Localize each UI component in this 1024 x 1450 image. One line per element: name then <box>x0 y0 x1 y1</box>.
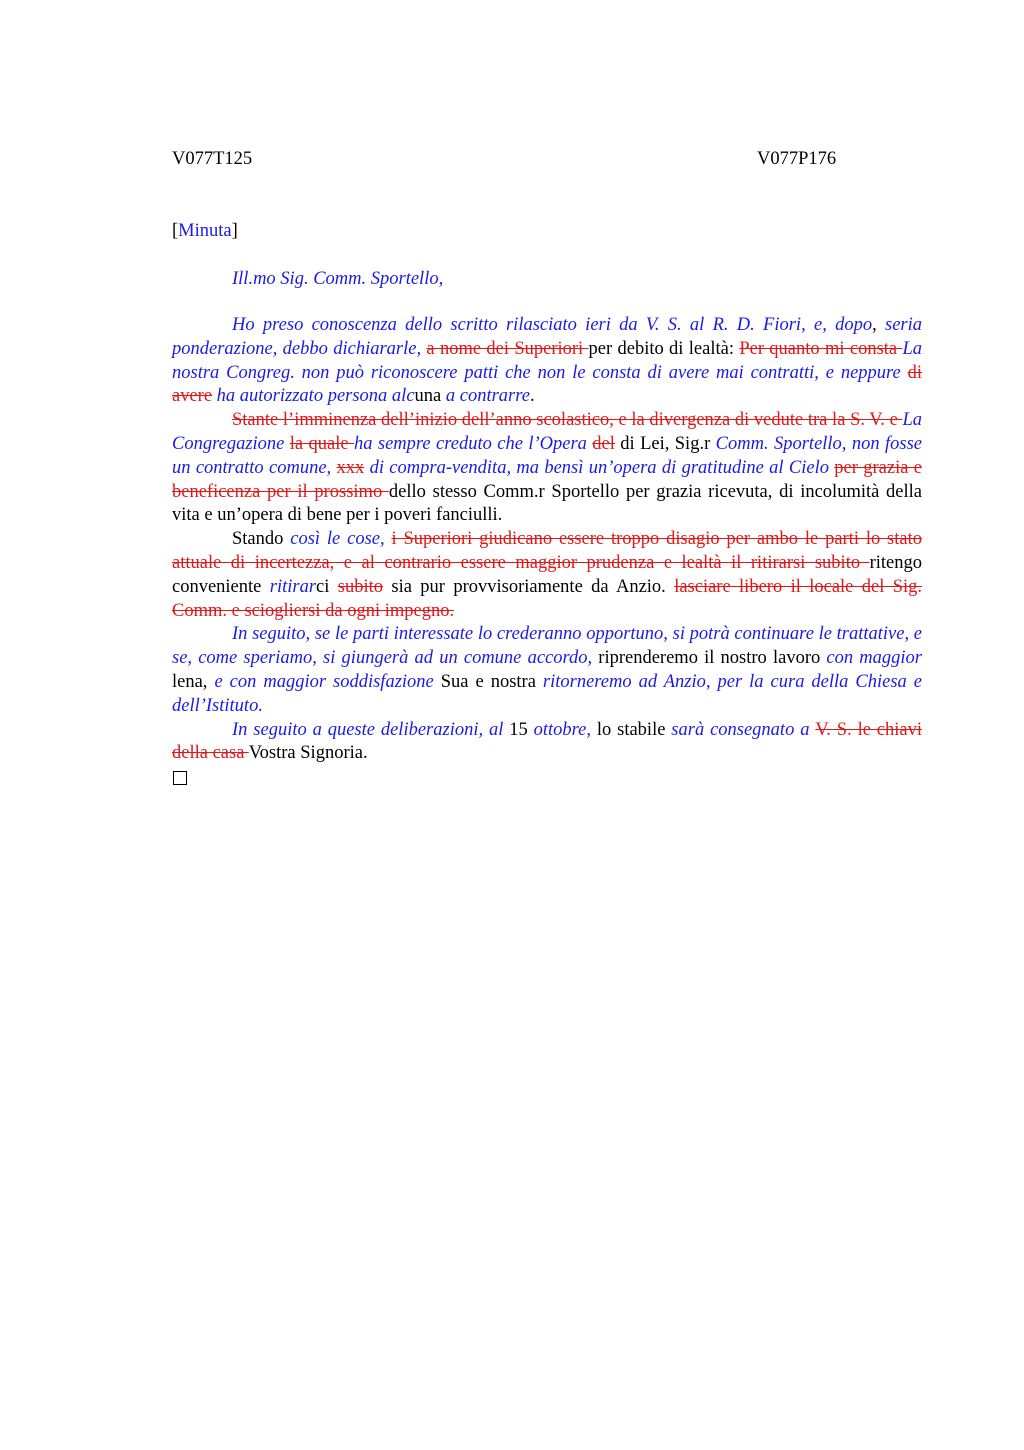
draft-tag <box>172 218 922 244</box>
deletion-segment: Stante l’imminenza dell’inizio dell’anno scolastico, e la divergenza di vedute tra la S. V. e <box>232 410 903 431</box>
insertion-segment: In seguito, se le parti interessate lo crederanno opportuno, si potrà continuare le trattative, e se, come speriamo, si giungerà ad un comune accordo, <box>172 624 922 669</box>
insertion-segment: ha sempre creduto che l’Opera <box>353 433 593 454</box>
text-segment: di Lei, Sig.r <box>614 433 716 454</box>
insertion-segment: seria ponderazione, debbo dichiararle, <box>172 315 922 359</box>
draft-tag-open-bracket: [ <box>172 221 179 241</box>
insertion-segment: Ho preso conoscenza dello scritto rilasciato ieri da V. S. al R. D. Fiori, e, dopo <box>232 315 873 335</box>
insertion-segment: La Congregazione <box>172 410 922 454</box>
letter-body <box>172 314 922 766</box>
deletion-segment: i Superiori giudicano essere troppo disagio per ambo le parti lo stato attuale di incertezza, e al contrario essere maggior prudenza e lealtà il ritirarsi subito <box>172 529 922 573</box>
letter-salutation: Ill.mo Sig. Comm. Sportello, <box>232 269 444 289</box>
document-header <box>172 146 922 172</box>
draft-tag-label: Minuta <box>178 221 232 241</box>
text-segment: , <box>872 315 877 335</box>
text-segment: per debito di lealtà: <box>588 338 740 359</box>
text-segment: Stando <box>232 529 291 550</box>
deletion-segment: per grazia e beneficenza per il prossimo <box>172 457 922 502</box>
insertion-segment: ritorneremo ad Anzio, per la cura della Chiesa e dell’Istituto. <box>172 671 922 716</box>
document-page <box>172 146 922 785</box>
insertion-segment: di compra-vendita, ma bensì un’opera di gratitudine al Cielo <box>364 457 835 478</box>
text-segment: ritengo conveniente <box>172 552 922 597</box>
text-segment: dello stesso Comm.r Sportello per grazia ricevuta, di incolumità della vita e un’opera di bene per i poveri fanciulli. <box>172 481 922 526</box>
deletion-segment: la quale <box>289 433 354 454</box>
text-segment: ci <box>316 576 338 597</box>
insertion-segment: ritirar <box>269 576 317 597</box>
insertion-segment: ha autorizzato persona alc <box>212 386 415 407</box>
deletion-segment: a nome dei Superiori <box>426 338 589 359</box>
text-segment: sia pur provvisoriamente da Anzio. <box>383 576 675 597</box>
text-segment: lena, <box>172 671 215 692</box>
deletion-segment: di avere <box>172 362 922 407</box>
archive-code-right: V077P176 <box>757 149 837 169</box>
text-segment: lo stabile <box>591 719 672 740</box>
insertion-segment: Comm. Sportello, non fosse un contratto comune, <box>172 433 922 478</box>
end-of-document-box <box>173 771 187 785</box>
deletion-segment: Per quanto mi consta <box>739 338 903 359</box>
insertion-segment: ottobre, <box>533 719 591 740</box>
letter-paragraph-1 <box>172 314 922 409</box>
letter-paragraph-4 <box>172 623 922 718</box>
text-segment: . <box>529 386 535 407</box>
insertion-segment: a contrarre <box>441 386 530 407</box>
letter-paragraph-5 <box>172 719 922 767</box>
letter-paragraph-2 <box>172 409 922 528</box>
text-segment: riprenderemo il nostro lavoro <box>598 648 827 669</box>
deletion-segment: V. S. le chiavi della casa <box>172 719 923 764</box>
insertion-segment: così le cose, <box>290 529 392 550</box>
insertion-segment: con maggior <box>826 648 922 669</box>
letter-paragraph-3 <box>172 528 922 623</box>
insertion-segment: e con maggior soddisfazione <box>214 671 434 692</box>
deletion-segment: del <box>592 433 615 454</box>
insertion-segment: In seguito a queste deliberazioni, al <box>232 719 510 740</box>
draft-tag-close-bracket: ] <box>231 221 238 241</box>
insertion-segment: La nostra Congreg. non può riconoscere patti che non le consta di avere mai contratti, e neppure <box>172 338 922 383</box>
deletion-segment: subito <box>337 576 383 597</box>
archive-code-left: V077T125 <box>172 149 253 169</box>
text-segment: 15 <box>509 719 534 740</box>
deletion-segment: xxx <box>336 457 365 478</box>
text-segment: Sua e nostra <box>433 671 543 692</box>
insertion-segment: sarà consegnato a <box>671 719 816 740</box>
text-segment: una <box>414 386 442 407</box>
text-segment: Vostra Signoria. <box>248 743 368 764</box>
deletion-segment: lasciare libero il locale del Sig. Comm. e sciogliersi da ogni impegno. <box>172 576 923 621</box>
